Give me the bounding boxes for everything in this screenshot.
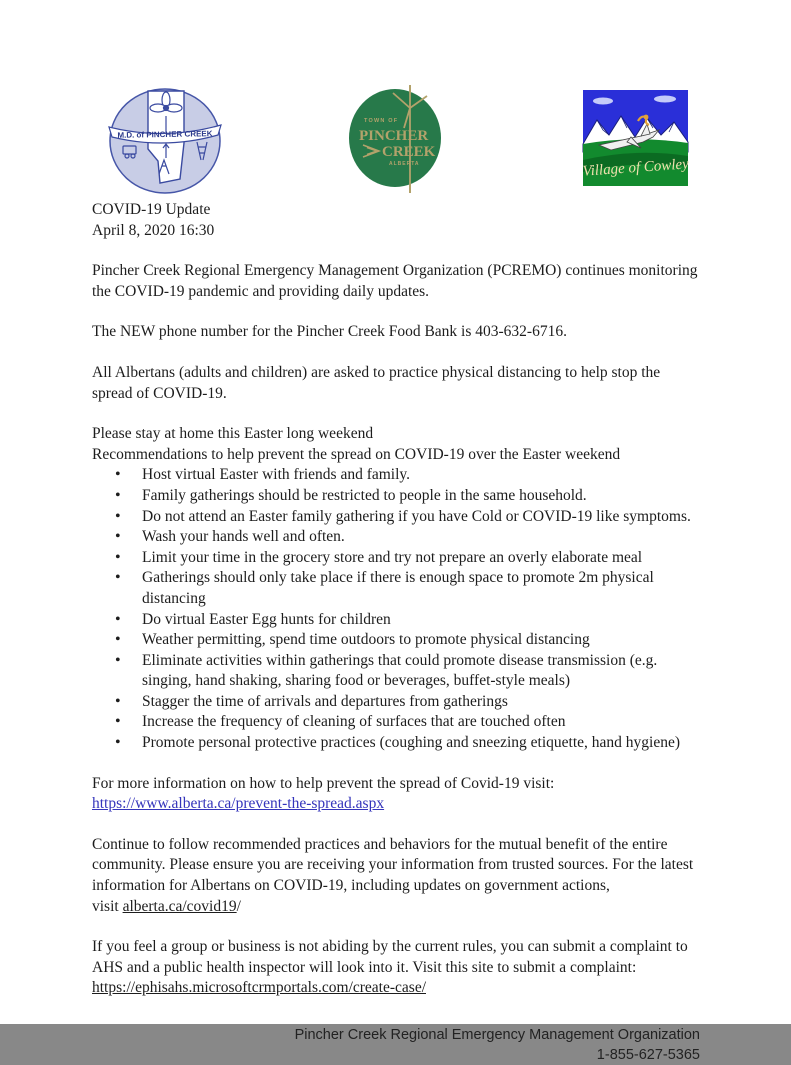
recommendation-item: • Wash your hands well and often. [142,527,704,548]
recommendation-item: • Increase the frequency of cleaning of surfaces that are touched often [142,712,704,733]
para-intro: Pincher Creek Regional Emergency Management Organization (PCREMO) continues monitoring the COVID-19 pandemic and providing daily updates. [92,262,698,300]
para-physical-distancing: All Albertans (adults and children) are asked to practice physical distancing to help stop the spread of COVID-19. [92,363,661,402]
footer-phone: 1-855-627-5365 [596,1047,700,1063]
recommendations-list [92,465,704,753]
para-continue-info [92,835,704,917]
town-of-pincher-creek-logo [347,84,445,194]
recommendation-item: • Gatherings should only take place if there is enough space to promote 2m physical distancing [142,568,704,609]
para-more-info [92,774,704,815]
recommendation-item: • Promote personal protective practices (coughing and sneezing etiquette, hand hygiene) [142,733,704,754]
title-block [92,200,704,241]
recommendation-item: • Limit your time in the grocery store and try not prepare an overly elaborate meal [142,548,704,569]
town-logo-alberta: ALBERTA [389,161,420,167]
link-prevent-the-spread[interactable]: https://www.alberta.ca/prevent-the-spread.aspx [92,795,385,813]
doc-date: April 8, 2020 16:30 [92,221,215,239]
recommendation-item: • Do not attend an Easter family gathering if you have Cold or COVID-19 like symptoms. [142,507,704,528]
footer-org-name: Pincher Creek Regional Emergency Management Organization [294,1027,700,1043]
link-ahs-complaint[interactable]: https://ephisahs.microsoftcrmportals.com/create-case/ [92,979,426,997]
doc-title: COVID-19 Update [92,201,211,218]
continue-info-text: Continue to follow recommended practices and behaviors for the mutual benefit of the entire community. Please ensure you are receiving your information from trusted sources. For the latest information for Albertans on COVID-19, including updates on government actions, [92,835,694,895]
town-logo-town-of: TOWN OF [364,118,399,124]
recommendation-item: • Weather permitting, spend time outdoors to promote physical distancing [142,630,704,651]
continue-suffix: / [236,897,241,915]
letter-body [92,200,704,999]
footer [92,1025,700,1065]
md-logo-banner-text: M.D. of PINCHER CREEK [117,129,213,140]
easter-heading-line2: Recommendations to help prevent the spread on COVID-19 over the Easter weekend [92,445,621,463]
recommendation-item: • Eliminate activities within gatherings that could promote disease transmission (e.g. singing, hand shaking, sharing food or beverages, buffet-style meals) [142,651,704,692]
link-alberta-covid19[interactable]: alberta.ca/covid19 [122,897,237,915]
recommendation-item: • Do virtual Easter Egg hunts for children [142,610,704,631]
more-info-text: For more information on how to help prevent the spread of Covid-19 visit: [92,774,555,792]
para-food-bank-phone: The NEW phone number for the Pincher Creek Food Bank is 403-632-6716. [92,323,567,341]
continue-visit-prefix: visit [92,897,123,915]
recommendation-item: • Family gatherings should be restricted to people in the same household. [142,486,704,507]
town-logo-pincher: PINCHER [359,128,429,144]
town-logo-creek: CREEK [382,144,436,160]
recommendation-item: • Host virtual Easter with friends and family. [142,465,704,486]
md-of-pincher-creek-logo [103,86,227,196]
recommendation-item: • Stagger the time of arrivals and departures from gatherings [142,692,704,713]
village-of-cowley-logo [583,90,688,186]
cowley-logo-script-text: Village of Cowley [582,156,690,180]
para-easter-heading [92,424,704,465]
para-complaint [92,937,704,999]
complaint-text: If you feel a group or business is not abiding by the current rules, you can submit a complaint to AHS and a public health inspector will look into it. Visit this site to submit a complaint: [92,938,688,976]
easter-heading-line1: Please stay at home this Easter long weekend [92,425,374,443]
header-logos [0,0,791,200]
